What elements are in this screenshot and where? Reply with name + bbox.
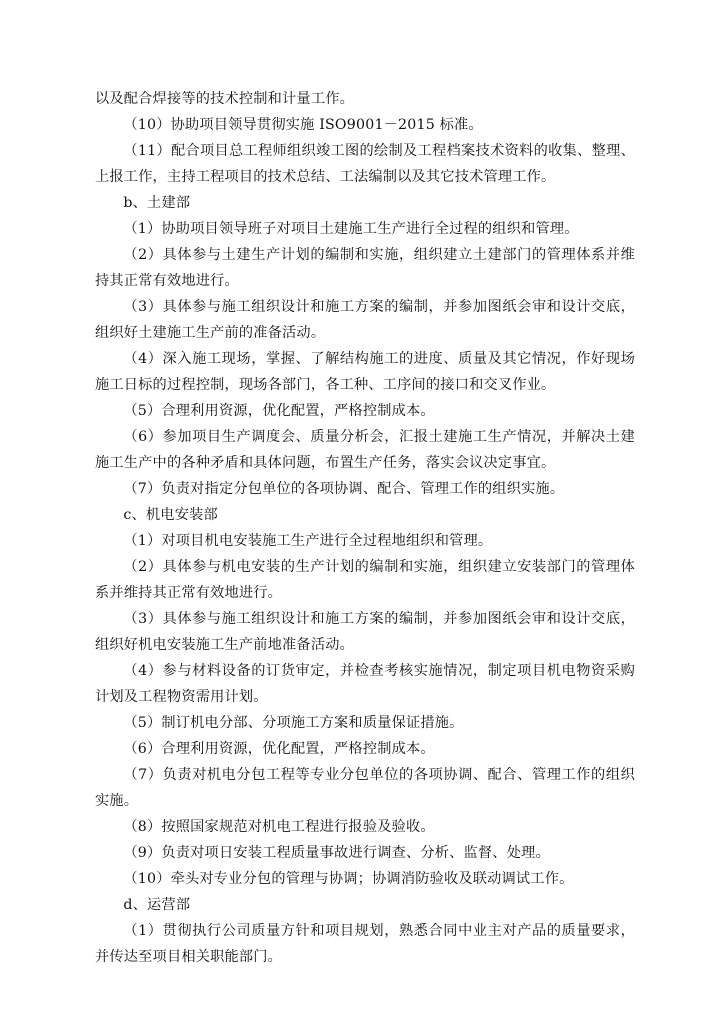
paragraph: （7）负责对机电分包工程等专业分包单位的各项协调、配合、管理工作的组织实施。 [95, 767, 635, 809]
section-heading-c: c、机电安装部 [123, 507, 218, 523]
paragraph: （2）具体参与机电安装的生产计划的编制和实施，组织建立安装部门的管理体系并维持其正常有效地进行。 [95, 559, 635, 601]
paragraph: （3）具体参与施工组织设计和施工方案的编制，并参加图纸会审和设计交底，组织好土建施工生产前的准备活动。 [95, 299, 635, 341]
paragraph: （7）负责对指定分包单位的各项协调、配合、管理工作的组织实施。 [123, 481, 565, 497]
paragraph: （6）合理利用资源，优化配置，严格控制成本。 [123, 741, 435, 757]
paragraph: （6）参加项目生产调度会、质量分析会，汇报土建施工生产情况，并解决土建施工生产中的各种矛盾和具体问题，布置生产任务，落实会议决定事宜。 [95, 429, 635, 471]
paragraph: （1）对项目机电安装施工生产进行全过程地组织和管理。 [123, 533, 493, 549]
paragraph: 以及配合焊接等的技术控制和计量工作。 [95, 91, 354, 107]
paragraph: （5）合理利用资源，优化配置，严格控制成本。 [123, 403, 435, 419]
paragraph: （1）协助项目领导班子对项目土建施工生产进行全过程的组织和管理。 [123, 221, 579, 237]
paragraph: （8）按照国家规范对机电工程进行报验及验收。 [123, 819, 435, 835]
paragraph: （9）负责对项日安装工程质量事故进行调查、分析、监督、处理。 [123, 845, 550, 861]
paragraph: （4）深入施工现场，掌握、了解结构施工的进度、质量及其它情况，作好现场施工日标的过程控制，现场各部门，各工种、工序间的接口和交叉作业。 [95, 351, 635, 393]
paragraph: （4）参与材料设备的订货审定，并检查考核实施情况，制定项目机电物资采购计划及工程物资需用计划。 [95, 663, 635, 705]
paragraph: （10）协助项目领导贯彻实施 ISO9001－2015 标准。 [123, 117, 483, 133]
document-body [95, 86, 635, 970]
paragraph: （3）具体参与施工组织设计和施工方案的编制，并参加图纸会审和设计交底，组织好机电安装施工生产前地准备活动。 [95, 611, 635, 653]
section-heading-b: b、土建部 [123, 195, 191, 211]
paragraph: （2）具体参与土建生产计划的编制和实施，组织建立土建部门的管理体系并维持其正常有效地进行。 [95, 247, 635, 289]
section-heading-d: d、运营部 [123, 897, 191, 913]
paragraph: （1）贯彻执行公司质量方针和项目规划，熟悉合同中业主对产品的质量要求，并传达至项目相关职能部门。 [95, 923, 635, 965]
paragraph: （10）牵头对专业分包的管理与协调；协调消防验收及联动调试工作。 [123, 871, 574, 887]
paragraph: （11）配合项目总工程师组织竣工图的绘制及工程档案技术资料的收集、整理、上报工作，主持工程项目的技术总结、工法编制以及其它技术管理工作。 [95, 143, 635, 185]
paragraph: （5）制订机电分部、分项施工方案和质量保证措施。 [123, 715, 464, 731]
